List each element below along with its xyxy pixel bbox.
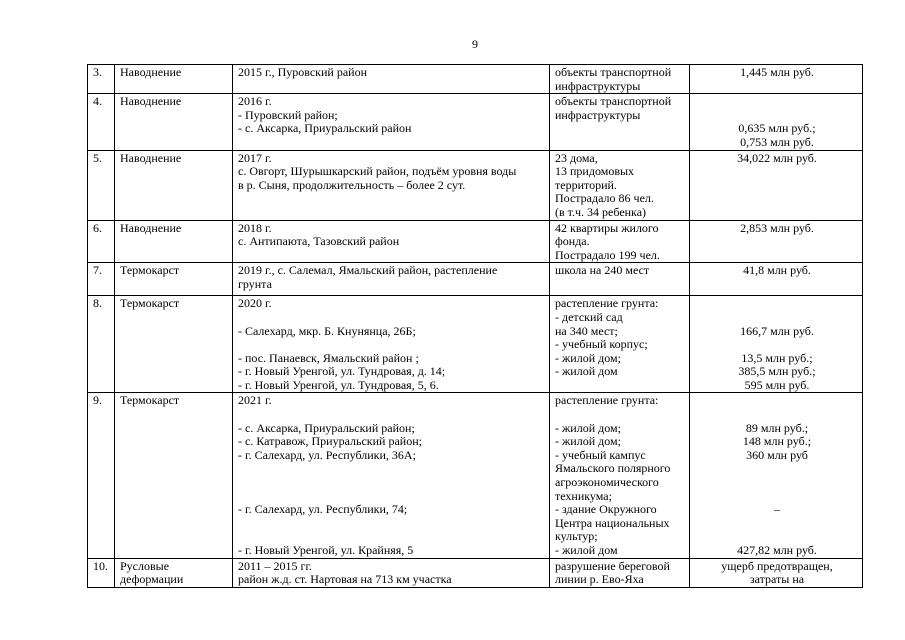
row-number: 9. — [88, 393, 115, 558]
table-row — [88, 296, 863, 393]
incident-place: 2011 – 2015 гг. район ж.д. ст. Нартовая на 713 км участка — [233, 558, 550, 587]
affected-objects: растепление грунта: - жилой дом; - жилой дом; - учебный кампус Ямальского полярного агроэкономического техникума; - здание Окружного Центра национальных культур; - жилой дом — [550, 393, 690, 558]
damage-amount: 1,445 млн руб. — [690, 65, 863, 94]
incident-place: 2018 г. с. Антипаюта, Тазовский район — [233, 220, 550, 263]
incident-type: Русловые деформации — [115, 558, 233, 587]
row-number: 6. — [88, 220, 115, 263]
affected-objects: 23 дома, 13 придомовых территорий. Пострадало 86 чел. (в т.ч. 34 ребенка) — [550, 150, 690, 220]
affected-objects: объекты транспортной инфраструктуры — [550, 65, 690, 94]
incidents-table — [87, 64, 863, 588]
damage-amount: 89 млн руб.; 148 млн руб.; 360 млн руб – 427,82 млн руб. — [690, 393, 863, 558]
table-row — [88, 558, 863, 587]
incident-type: Наводнение — [115, 220, 233, 263]
table-row — [88, 65, 863, 94]
incident-type: Наводнение — [115, 65, 233, 94]
incident-type: Термокарст — [115, 263, 233, 296]
incident-place: 2020 г. - Салехард, мкр. Б. Кнунянца, 26Б; - пос. Панаевск, Ямальский район ; - г. Новый Уренгой, ул. Тундровая, д. 14; - г. Новый Уренгой, ул. Тундровая, 5, 6. — [233, 296, 550, 393]
affected-objects: школа на 240 мест — [550, 263, 690, 296]
affected-objects: объекты транспортной инфраструктуры — [550, 94, 690, 150]
row-number: 8. — [88, 296, 115, 393]
row-number: 4. — [88, 94, 115, 150]
incident-place: 2016 г. - Пуровский район; - с. Аксарка, Приуральский район — [233, 94, 550, 150]
row-number: 5. — [88, 150, 115, 220]
affected-objects: растепление грунта: - детский сад на 340 мест; - учебный корпус; - жилой дом; - жилой дом — [550, 296, 690, 393]
damage-amount: 0,635 млн руб.; 0,753 млн руб. — [690, 94, 863, 150]
incidents-table-body — [88, 65, 863, 588]
table-row — [88, 220, 863, 263]
incident-place: 2017 г. с. Овгорт, Шурышкарский район, подъём уровня воды в р. Сыня, продолжительность – более 2 сут. — [233, 150, 550, 220]
affected-objects: 42 квартиры жилого фонда. Пострадало 199 чел. — [550, 220, 690, 263]
table-row — [88, 150, 863, 220]
incident-type: Наводнение — [115, 94, 233, 150]
affected-objects: разрушение береговой линии р. Ево-Яха — [550, 558, 690, 587]
row-number: 10. — [88, 558, 115, 587]
table-row — [88, 263, 863, 296]
incident-place: 2015 г., Пуровский район — [233, 65, 550, 94]
damage-amount: 41,8 млн руб. — [690, 263, 863, 296]
damage-amount: 166,7 млн руб. 13,5 млн руб.; 385,5 млн руб.; 595 млн руб. — [690, 296, 863, 393]
incident-place: 2019 г., с. Салемал, Ямальский район, растепление грунта — [233, 263, 550, 296]
incident-place: 2021 г. - с. Аксарка, Приуральский район; - с. Катравож, Приуральский район; - г. Салехард, ул. Республики, 36А; - г. Салехард, ул. Республики, 74; - г. Новый Уренгой, ул. Крайняя, 5 — [233, 393, 550, 558]
table-row — [88, 94, 863, 150]
row-number: 7. — [88, 263, 115, 296]
incident-type: Наводнение — [115, 150, 233, 220]
incident-type: Термокарст — [115, 393, 233, 558]
row-number: 3. — [88, 65, 115, 94]
damage-amount: 2,853 млн руб. — [690, 220, 863, 263]
incident-type: Термокарст — [115, 296, 233, 393]
damage-amount: 34,022 млн руб. — [690, 150, 863, 220]
table-row — [88, 393, 863, 558]
damage-amount: ущерб предотвращен, затраты на — [690, 558, 863, 587]
page-number: 9 — [472, 37, 478, 51]
